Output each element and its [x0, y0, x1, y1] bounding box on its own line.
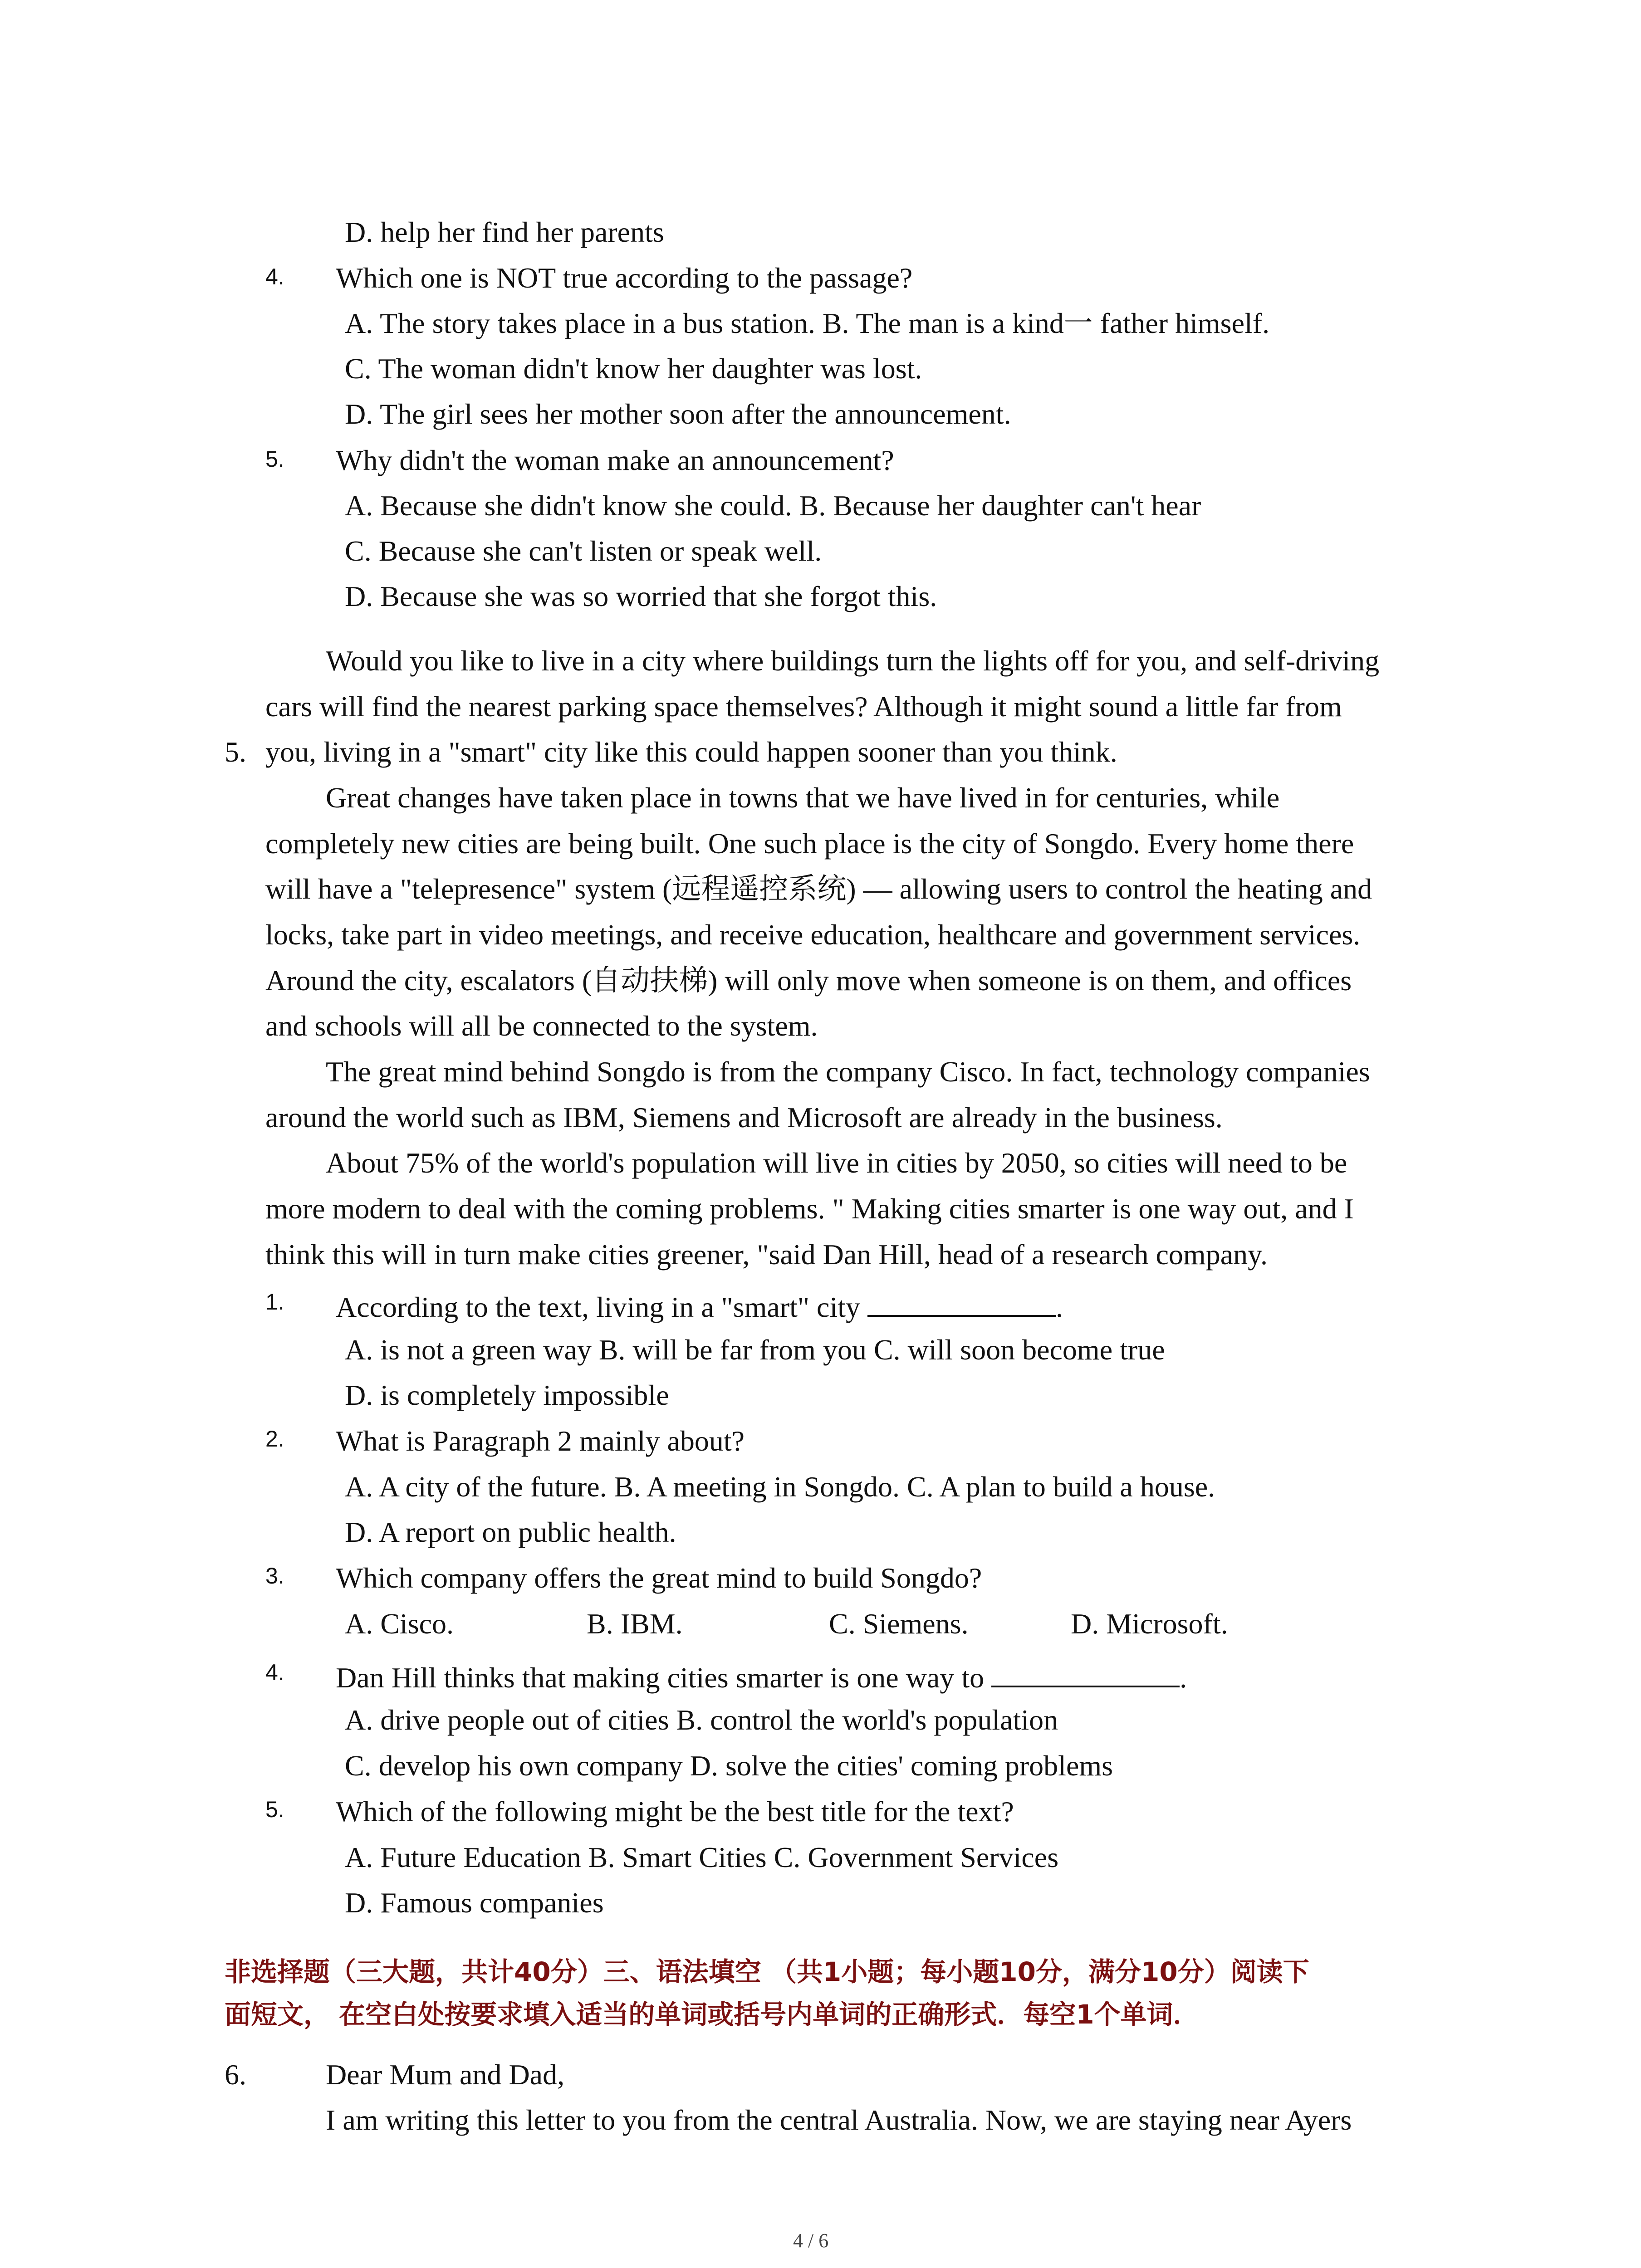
question-5-option: D. Famous companies — [345, 1887, 604, 1919]
passage-line: cars will find the nearest parking space themselves? Although it might sound a little far from — [265, 690, 1342, 723]
prev-q4-option: A. The story takes place in a bus station. B. The man is a kind一 father himself. — [345, 307, 1270, 339]
prev-q5-option: D. Because she was so worried that she forgot this. — [345, 580, 937, 612]
question-5-option: A. Future Education B. Smart Cities C. Government Services — [345, 1841, 1059, 1873]
passage-line: around the world such as IBM, Siemens and Microsoft are already in the business. — [265, 1101, 1223, 1134]
letter-line: I am writing this letter to you from the central Australia. Now, we are staying near Ayers — [326, 2104, 1352, 2136]
prev-q4-stem: Which one is NOT true according to the passage? — [336, 262, 913, 294]
prev-q5-option: A. Because she didn't know she could. B. Because her daughter can't hear — [345, 489, 1201, 522]
passage-number: 5. — [225, 736, 246, 768]
page-number: 4 / 6 — [793, 2229, 829, 2252]
passage-line: you, living in a "smart" city like this could happen sooner than you think. — [265, 736, 1117, 768]
question-2-stem: What is Paragraph 2 mainly about? — [336, 1425, 745, 1457]
question-5-stem: Which of the following might be the best title for the text? — [336, 1795, 1014, 1828]
question-4-option: A. drive people out of cities B. control the world's population — [345, 1704, 1058, 1736]
question-4-option: C. develop his own company D. solve the cities' coming problems — [345, 1750, 1113, 1782]
passage-line: About 75% of the world's population will live in cities by 2050, so cities will need to be — [326, 1147, 1347, 1179]
passage-line: The great mind behind Songdo is from the company Cisco. In fact, technology companies — [326, 1056, 1370, 1088]
prev-q5-stem: Why didn't the woman make an announcement? — [336, 444, 894, 476]
passage-line: completely new cities are being built. One such place is the city of Songdo. Every home there — [265, 827, 1354, 860]
question-3-stem: Which company offers the great mind to build Songdo? — [336, 1562, 982, 1594]
prev-option-d: D. help her find her parents — [345, 216, 664, 248]
prev-q4-option: D. The girl sees her mother soon after the announcement. — [345, 398, 1011, 430]
question-3-number: 3. — [265, 1563, 284, 1589]
section-heading: 非选择题（三大题，共计40分）三、语法填空 （共1小题；每小题10分，满分10分）阅读下 — [225, 1956, 1309, 1987]
passage-line: more modern to deal with the coming problems. " Making cities smarter is one way out, and I — [265, 1193, 1354, 1225]
question-3-option-d: D. Microsoft. — [1071, 1608, 1228, 1640]
question-1-stem: According to the text, living in a "smart" city . — [336, 1290, 1063, 1322]
question-2-option: D. A report on public health. — [345, 1516, 676, 1548]
prev-q5-option: C. Because she can't listen or speak well. — [345, 535, 822, 567]
passage-line: will have a "telepresence" system (远程遥控系统) — allowing users to control the heating and — [265, 873, 1372, 905]
passage-line: locks, take part in video meetings, and receive education, healthcare and government services. — [265, 919, 1361, 951]
prev-q4-option: C. The woman didn't know her daughter was lost. — [345, 352, 922, 385]
question-1-option: D. is completely impossible — [345, 1379, 669, 1411]
question-5-number: 5. — [265, 1797, 284, 1822]
question-3-option-c: C. Siemens. — [829, 1608, 969, 1640]
question-3-option-b: B. IBM. — [587, 1608, 683, 1640]
question-2-number: 2. — [265, 1426, 284, 1452]
question-4-number: 4. — [265, 1660, 284, 1685]
letter-greeting: Dear Mum and Dad, — [326, 2058, 565, 2091]
question-1-number: 1. — [265, 1289, 284, 1315]
answer-blank[interactable] — [867, 1290, 1056, 1317]
letter-number: 6. — [225, 2058, 246, 2091]
prev-q4-number: 4. — [265, 264, 284, 289]
passage-line: Great changes have taken place in towns that we have lived in for centuries, while — [326, 782, 1280, 814]
passage-line: think this will in turn make cities greener, "said Dan Hill, head of a research company. — [265, 1238, 1268, 1271]
answer-blank[interactable] — [991, 1660, 1180, 1687]
passage-line: Would you like to live in a city where buildings turn the lights off for you, and self-driving — [326, 645, 1380, 677]
prev-q5-number: 5. — [265, 446, 284, 472]
passage-line: and schools will all be connected to the system. — [265, 1010, 818, 1042]
question-3-option-a: A. Cisco. — [345, 1608, 454, 1640]
section-heading: 面短文， 在空白处按要求填入适当的单词或括号内单词的正确形式．每空1个单词． — [225, 1999, 1200, 2030]
question-4-stem: Dan Hill thinks that making cities smarter is one way to . — [336, 1660, 1187, 1692]
question-2-option: A. A city of the future. B. A meeting in Songdo. C. A plan to build a house. — [345, 1471, 1215, 1503]
passage-line: Around the city, escalators (自动扶梯) will only move when someone is on them, and offices — [265, 964, 1352, 997]
question-1-option: A. is not a green way B. will be far from you C. will soon become true — [345, 1334, 1165, 1366]
